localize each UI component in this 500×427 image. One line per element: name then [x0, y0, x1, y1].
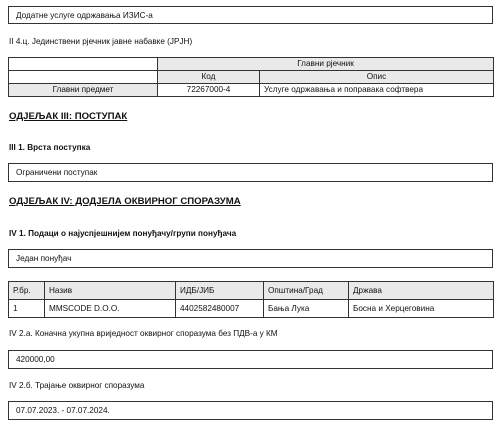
section3-label: III 1. Врста поступка [9, 143, 91, 152]
row-label: Главни предмет [9, 84, 158, 97]
procedure-type-box [8, 163, 493, 182]
contract-value-box [8, 350, 493, 369]
col-header: ИДБ/ЈИБ [176, 282, 264, 300]
col-header: Држава [349, 282, 494, 300]
table-row [9, 84, 494, 97]
contract-value-amount: 420000,00 [16, 355, 55, 364]
procedure-type-value: Ограничени поступак [16, 168, 98, 177]
table-cell: 4402582480007 [176, 300, 264, 318]
cpv-code: 72267000-4 [158, 84, 260, 97]
table-row [9, 282, 494, 300]
col-header: Р.бр. [9, 282, 45, 300]
section3-heading: ОДЈЕЉАК III: ПОСТУПАК [9, 111, 128, 122]
title-box [8, 6, 493, 24]
cpv-table [8, 57, 494, 97]
col-header: Општина/Град [264, 282, 349, 300]
cpv-label: II 4.ц. Јединствени рјечник јавне набавке (JPJH) [9, 37, 193, 46]
duration-label: IV 2.б. Трајање оквирног споразума [9, 381, 145, 390]
duration-value: 07.07.2023. - 07.07.2024. [16, 406, 110, 415]
group-header: Главни рјечник [158, 58, 494, 71]
cpv-desc: Услуге одржавања и поправака софтвера [260, 84, 494, 97]
table-cell: MMSCODE D.O.O. [45, 300, 176, 318]
table-row [9, 71, 494, 84]
empty-cell [9, 58, 158, 71]
title-text: Додатне услуге одржавања ИЗИС-а [16, 10, 153, 20]
section4-label: IV 1. Подаци о најуспјешнијем понуђачу/групи понуђача [9, 229, 237, 238]
bidder-type-value: Један понуђач [16, 254, 72, 263]
table-cell: Босна и Херцеговина [349, 300, 494, 318]
bidders-table [8, 281, 494, 318]
col-header-desc: Опис [260, 71, 494, 84]
contract-value-label: IV 2.а. Коначна укупна вриједност оквирног споразума без ПДВ-а у КМ [9, 329, 278, 338]
table-row [9, 300, 494, 318]
table-row [9, 58, 494, 71]
section4-heading: ОДЈЕЉАК IV: ДОДЈЕЛА ОКВИРНОГ СПОРАЗУМА [9, 196, 241, 207]
bidder-type-box [8, 249, 493, 268]
col-header: Назив [45, 282, 176, 300]
duration-box [8, 401, 493, 420]
col-header-code: Код [158, 71, 260, 84]
table-cell: 1 [9, 300, 45, 318]
table-cell: Бања Лука [264, 300, 349, 318]
empty-cell [9, 71, 158, 84]
